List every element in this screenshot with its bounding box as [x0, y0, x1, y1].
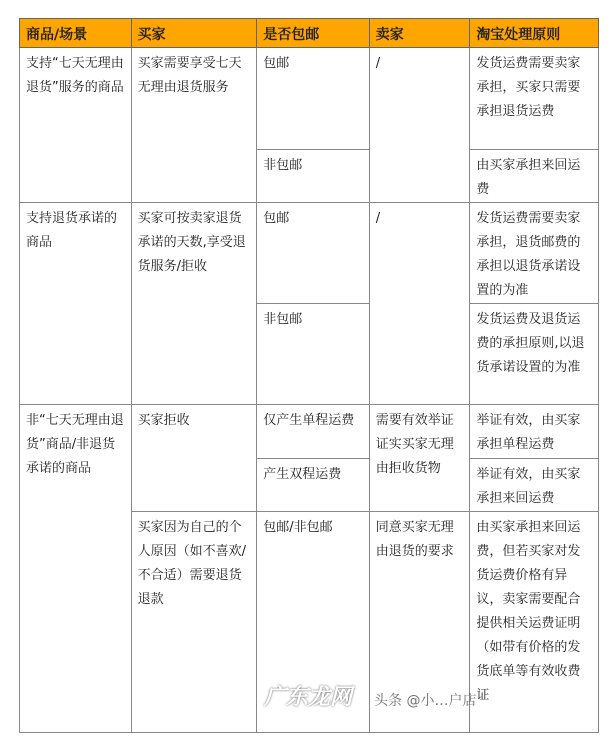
buyer-cell: 买家拒收 — [131, 405, 257, 512]
scene-cell: 支持“七天无理由退货”服务的商品 — [20, 48, 132, 203]
free-shipping-cell: 仅产生单程运费 — [257, 405, 370, 459]
rule-cell: 举证有效，由买家承担单程运费 — [470, 405, 599, 459]
rule-cell: 由买家承担来回运费，但若买家对发货运费价格有异议，卖家需要配合提供相关运费证明（如带有价格的发货底单等有效收费证 — [470, 512, 599, 733]
scene-cell: 非“七天无理由退货”商品/非退货承诺的商品 — [20, 405, 132, 733]
rule-cell: 由买家承担来回运费 — [470, 150, 599, 203]
header-rule: 淘宝处理原则 — [470, 19, 599, 48]
scene-cell: 支持退货承诺的商品 — [20, 203, 132, 405]
header-free-shipping: 是否包邮 — [257, 19, 370, 48]
free-shipping-cell: 包邮 — [257, 48, 370, 150]
rule-cell: 发货运费需要卖家承担，买家只需要承担退货运费 — [470, 48, 599, 150]
table-row — [20, 203, 599, 304]
table-row — [20, 48, 599, 150]
header-seller: 卖家 — [369, 19, 470, 48]
header-buyer: 买家 — [131, 19, 257, 48]
rule-cell: 举证有效，由买家承担来回运费 — [470, 459, 599, 512]
rule-cell: 发货运费需要卖家承担，退货邮费的承担以退货承诺设置的为准 — [470, 203, 599, 304]
seller-cell: / — [369, 48, 470, 203]
table-row — [20, 405, 599, 459]
free-shipping-cell: 包邮/非包邮 — [257, 512, 370, 733]
buyer-cell: 买家可按卖家退货承诺的天数,享受退货服务/拒收 — [131, 203, 257, 405]
free-shipping-cell: 非包邮 — [257, 304, 370, 405]
free-shipping-cell: 包邮 — [257, 203, 370, 304]
header-row — [20, 19, 599, 48]
seller-cell: / — [369, 203, 470, 405]
header-scene: 商品/场景 — [20, 19, 132, 48]
buyer-cell: 买家因为自己的个人原因（如不喜欢/不合适）需要退货退款 — [131, 512, 257, 733]
free-shipping-cell: 产生双程运费 — [257, 459, 370, 512]
watermark: 头条 @小…户店 — [374, 693, 477, 709]
buyer-cell: 买家需要享受七天无理由退货服务 — [131, 48, 257, 203]
return-shipping-table — [19, 18, 599, 733]
seller-cell: 同意买家无理由退货的要求 — [369, 512, 470, 733]
rule-cell: 发货运费及退货运费的承担原则,以退货承诺设置的为准 — [470, 304, 599, 405]
watermark-logo: 广东龙网 — [264, 685, 353, 710]
free-shipping-cell: 非包邮 — [257, 150, 370, 203]
seller-cell: 需要有效举证证实买家无理由拒收货物 — [369, 405, 470, 512]
